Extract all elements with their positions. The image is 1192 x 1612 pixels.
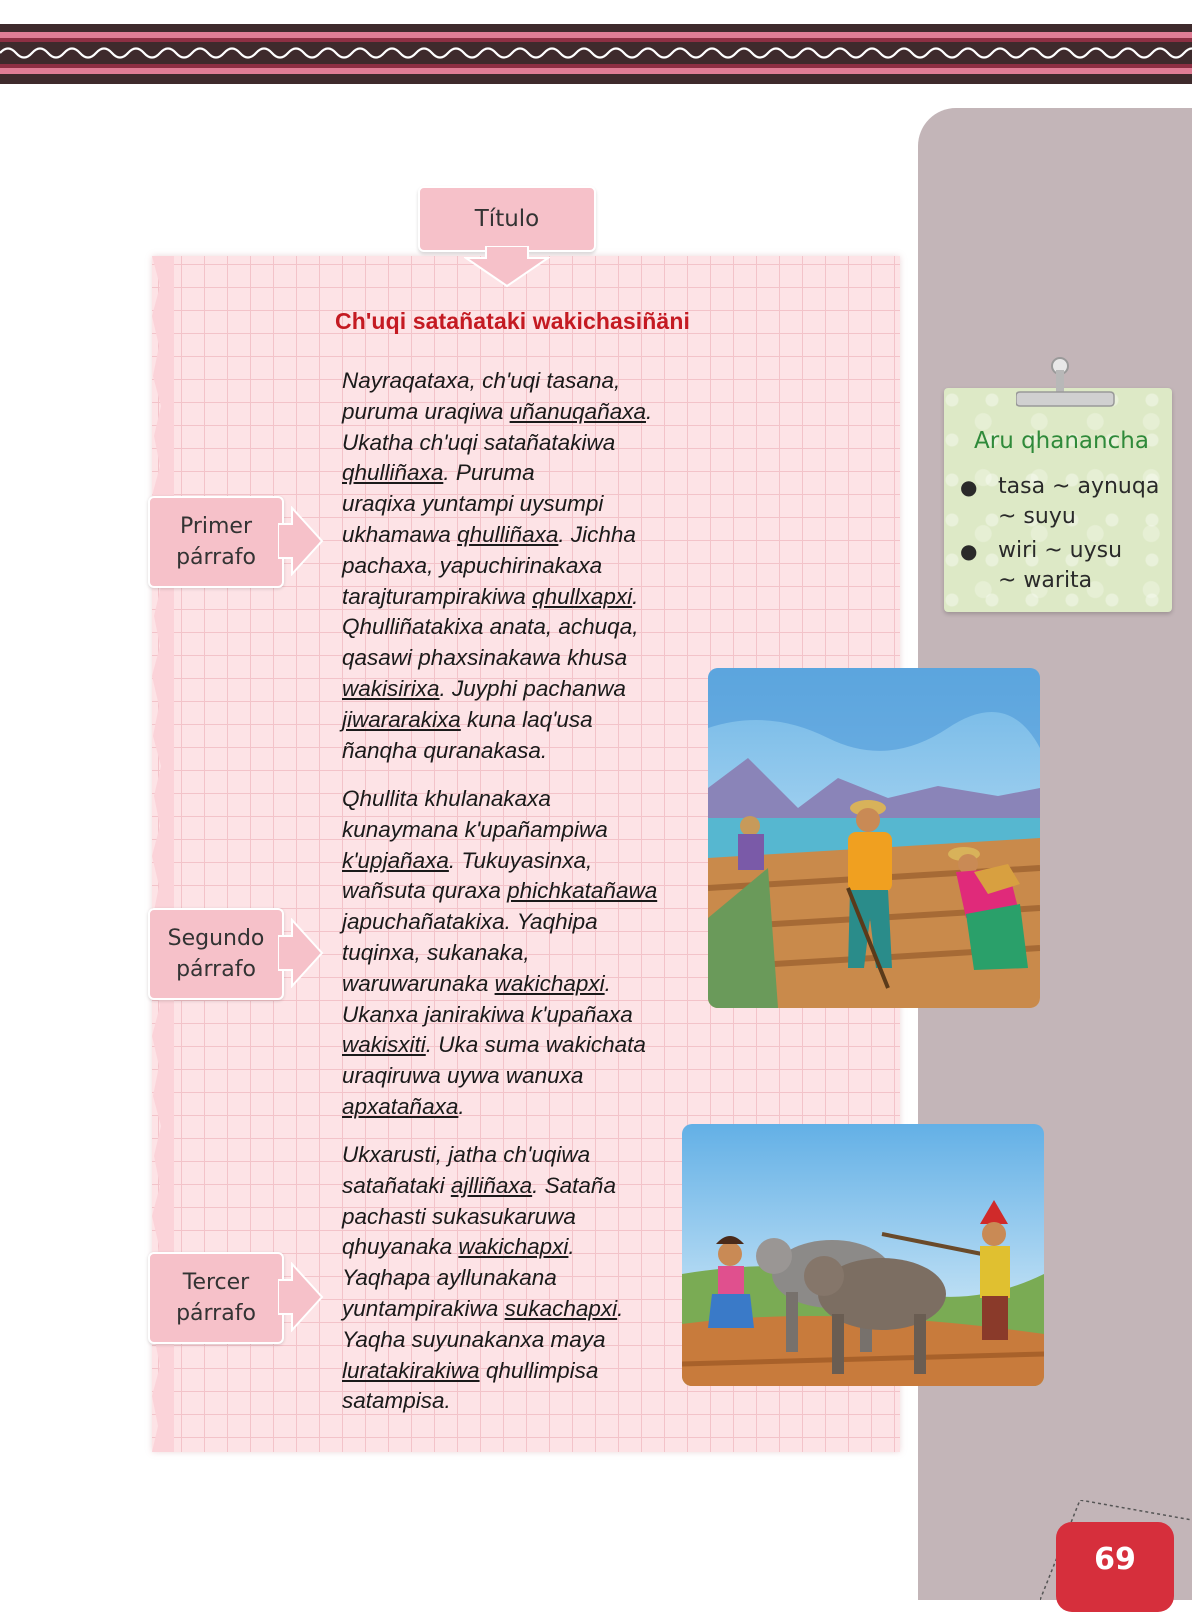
text-segment: Ukanxa janirakiwa k'upañaxa: [342, 1001, 633, 1027]
text-segment: .: [604, 970, 611, 996]
farmers-plowing-illustration: [708, 668, 1040, 1008]
label-line: Segundo: [167, 926, 265, 951]
text-segment: . Puruma: [443, 460, 535, 486]
note-item: [960, 472, 1159, 532]
text-segment: satampisa.: [342, 1388, 451, 1414]
text-segment: . Jichha: [558, 521, 636, 547]
underlined-word: k'upjañaxa: [342, 847, 449, 873]
label-line: párrafo: [176, 957, 256, 982]
label-line: Tercer: [182, 1270, 250, 1295]
underlined-word: qhullxapxi: [532, 583, 633, 609]
note-item: [960, 536, 1122, 596]
text-segment: Qhulliñatakixa anata, achuqa,: [342, 614, 639, 640]
text-segment: Ukatha ch'uqi satañatakiwa: [342, 429, 616, 455]
text-segment: wañsuta quraxa: [342, 878, 508, 904]
underlined-word: jiwararakixa: [342, 706, 461, 732]
bullet-icon: ●: [960, 475, 978, 499]
text-segment: .: [617, 1295, 624, 1321]
text-segment: Ukxarusti, jatha ch'uqiwa: [342, 1142, 591, 1167]
paragraph-2: [342, 784, 657, 1123]
oxen-plowing-illustration: [682, 1124, 1044, 1386]
text-segment: . Tukuyasinxa,: [448, 847, 593, 873]
vocabulary-note-card: [944, 388, 1172, 612]
underlined-word: wakichapxi: [494, 970, 605, 996]
underlined-word: phichkatañawa: [507, 878, 658, 904]
third-paragraph-arrow: [278, 1262, 324, 1332]
bullet-icon: ●: [960, 539, 978, 563]
text-segment: qasawi phaxsinakawa khusa: [342, 645, 628, 671]
text-segment: tarajturampirakiwa: [342, 583, 533, 609]
underlined-word: wakisirixa: [342, 675, 440, 701]
document-title: Ch'uqi satañataki wakichasiñäni: [335, 308, 690, 334]
text-segment: uraqixa yuntampi uysumpi: [342, 491, 604, 517]
underlined-word: qhulliñaxa: [457, 521, 559, 547]
underlined-word: ajlliñaxa: [450, 1172, 533, 1198]
note-item-line: wiri ~ uysu: [998, 538, 1123, 563]
paper-clip-icon: [1016, 356, 1116, 410]
third-paragraph-label: [148, 1252, 284, 1344]
text-segment: Nayraqataxa, ch'uqi tasana,: [342, 368, 621, 393]
text-segment: puruma uraqiwa: [342, 398, 510, 424]
paragraph-1: [342, 366, 652, 766]
text-segment: . Sataña: [532, 1172, 616, 1198]
text-segment: ukhamawa: [342, 521, 458, 547]
text-segment: .: [645, 398, 653, 424]
text-segment: waruwarunaka: [342, 970, 495, 996]
label-line: párrafo: [176, 1301, 256, 1326]
label-line: Primer: [179, 514, 253, 539]
text-segment: Yaqhapa ayllunakana: [342, 1265, 557, 1291]
underlined-word: uñanuqañaxa: [509, 398, 646, 424]
note-item-line: ~ suyu: [998, 504, 1076, 529]
text-segment: qhullimpisa: [479, 1357, 599, 1383]
page-number: 69: [1056, 1522, 1174, 1612]
text-segment: qhuyanaka: [342, 1234, 459, 1260]
text-segment: Yaqha suyunakanxa maya: [342, 1326, 606, 1352]
text-segment: pachaxa, yapuchirinakaxa: [342, 552, 603, 578]
text-segment: kuna laq'usa: [460, 706, 593, 732]
text-segment: yuntampirakiwa: [342, 1295, 505, 1321]
first-paragraph-arrow: [278, 506, 324, 576]
text-segment: .: [568, 1234, 575, 1260]
text-segment: tuqinxa, sukanaka,: [342, 939, 530, 965]
label-line: párrafo: [176, 545, 256, 570]
second-paragraph-arrow: [278, 918, 324, 988]
underlined-word: apxatañaxa: [342, 1093, 459, 1119]
note-item-line: ~ warita: [998, 568, 1093, 593]
text-segment: japuchañatakixa. Yaqhipa: [342, 909, 598, 935]
text-segment: kunaymana k'upañampiwa: [342, 816, 608, 842]
first-paragraph-label: [148, 496, 284, 588]
underlined-word: sukachapxi: [504, 1295, 618, 1321]
text-segment: uraqiruwa uywa wanuxa: [342, 1063, 584, 1089]
note-title: Aru qhanancha: [974, 428, 1149, 454]
text-segment: satañataki: [342, 1172, 451, 1198]
text-segment: ñanqha quranakasa.: [342, 737, 548, 763]
text-segment: . Juyphi pachanwa: [439, 675, 626, 701]
underlined-word: luratakirakiwa: [342, 1357, 480, 1383]
text-segment: Qhullita khulanakaxa: [342, 786, 551, 811]
title-callout-arrow: [464, 246, 550, 288]
decorative-top-band: [0, 24, 1192, 84]
text-segment: .: [458, 1093, 465, 1119]
underlined-word: wakisxiti: [342, 1032, 426, 1058]
second-paragraph-label: [148, 908, 284, 1000]
paragraph-3: [342, 1140, 623, 1417]
underlined-word: qhulliñaxa: [342, 460, 444, 486]
text-segment: pachasti sukasukaruwa: [342, 1203, 576, 1229]
text-segment: .: [632, 583, 639, 609]
text-segment: . Uka suma wakichata: [425, 1032, 646, 1058]
underlined-word: wakichapxi: [458, 1234, 569, 1260]
note-item-line: tasa ~ aynuqa: [998, 474, 1160, 499]
title-callout-label: Título: [474, 206, 540, 232]
title-callout: [418, 186, 596, 252]
